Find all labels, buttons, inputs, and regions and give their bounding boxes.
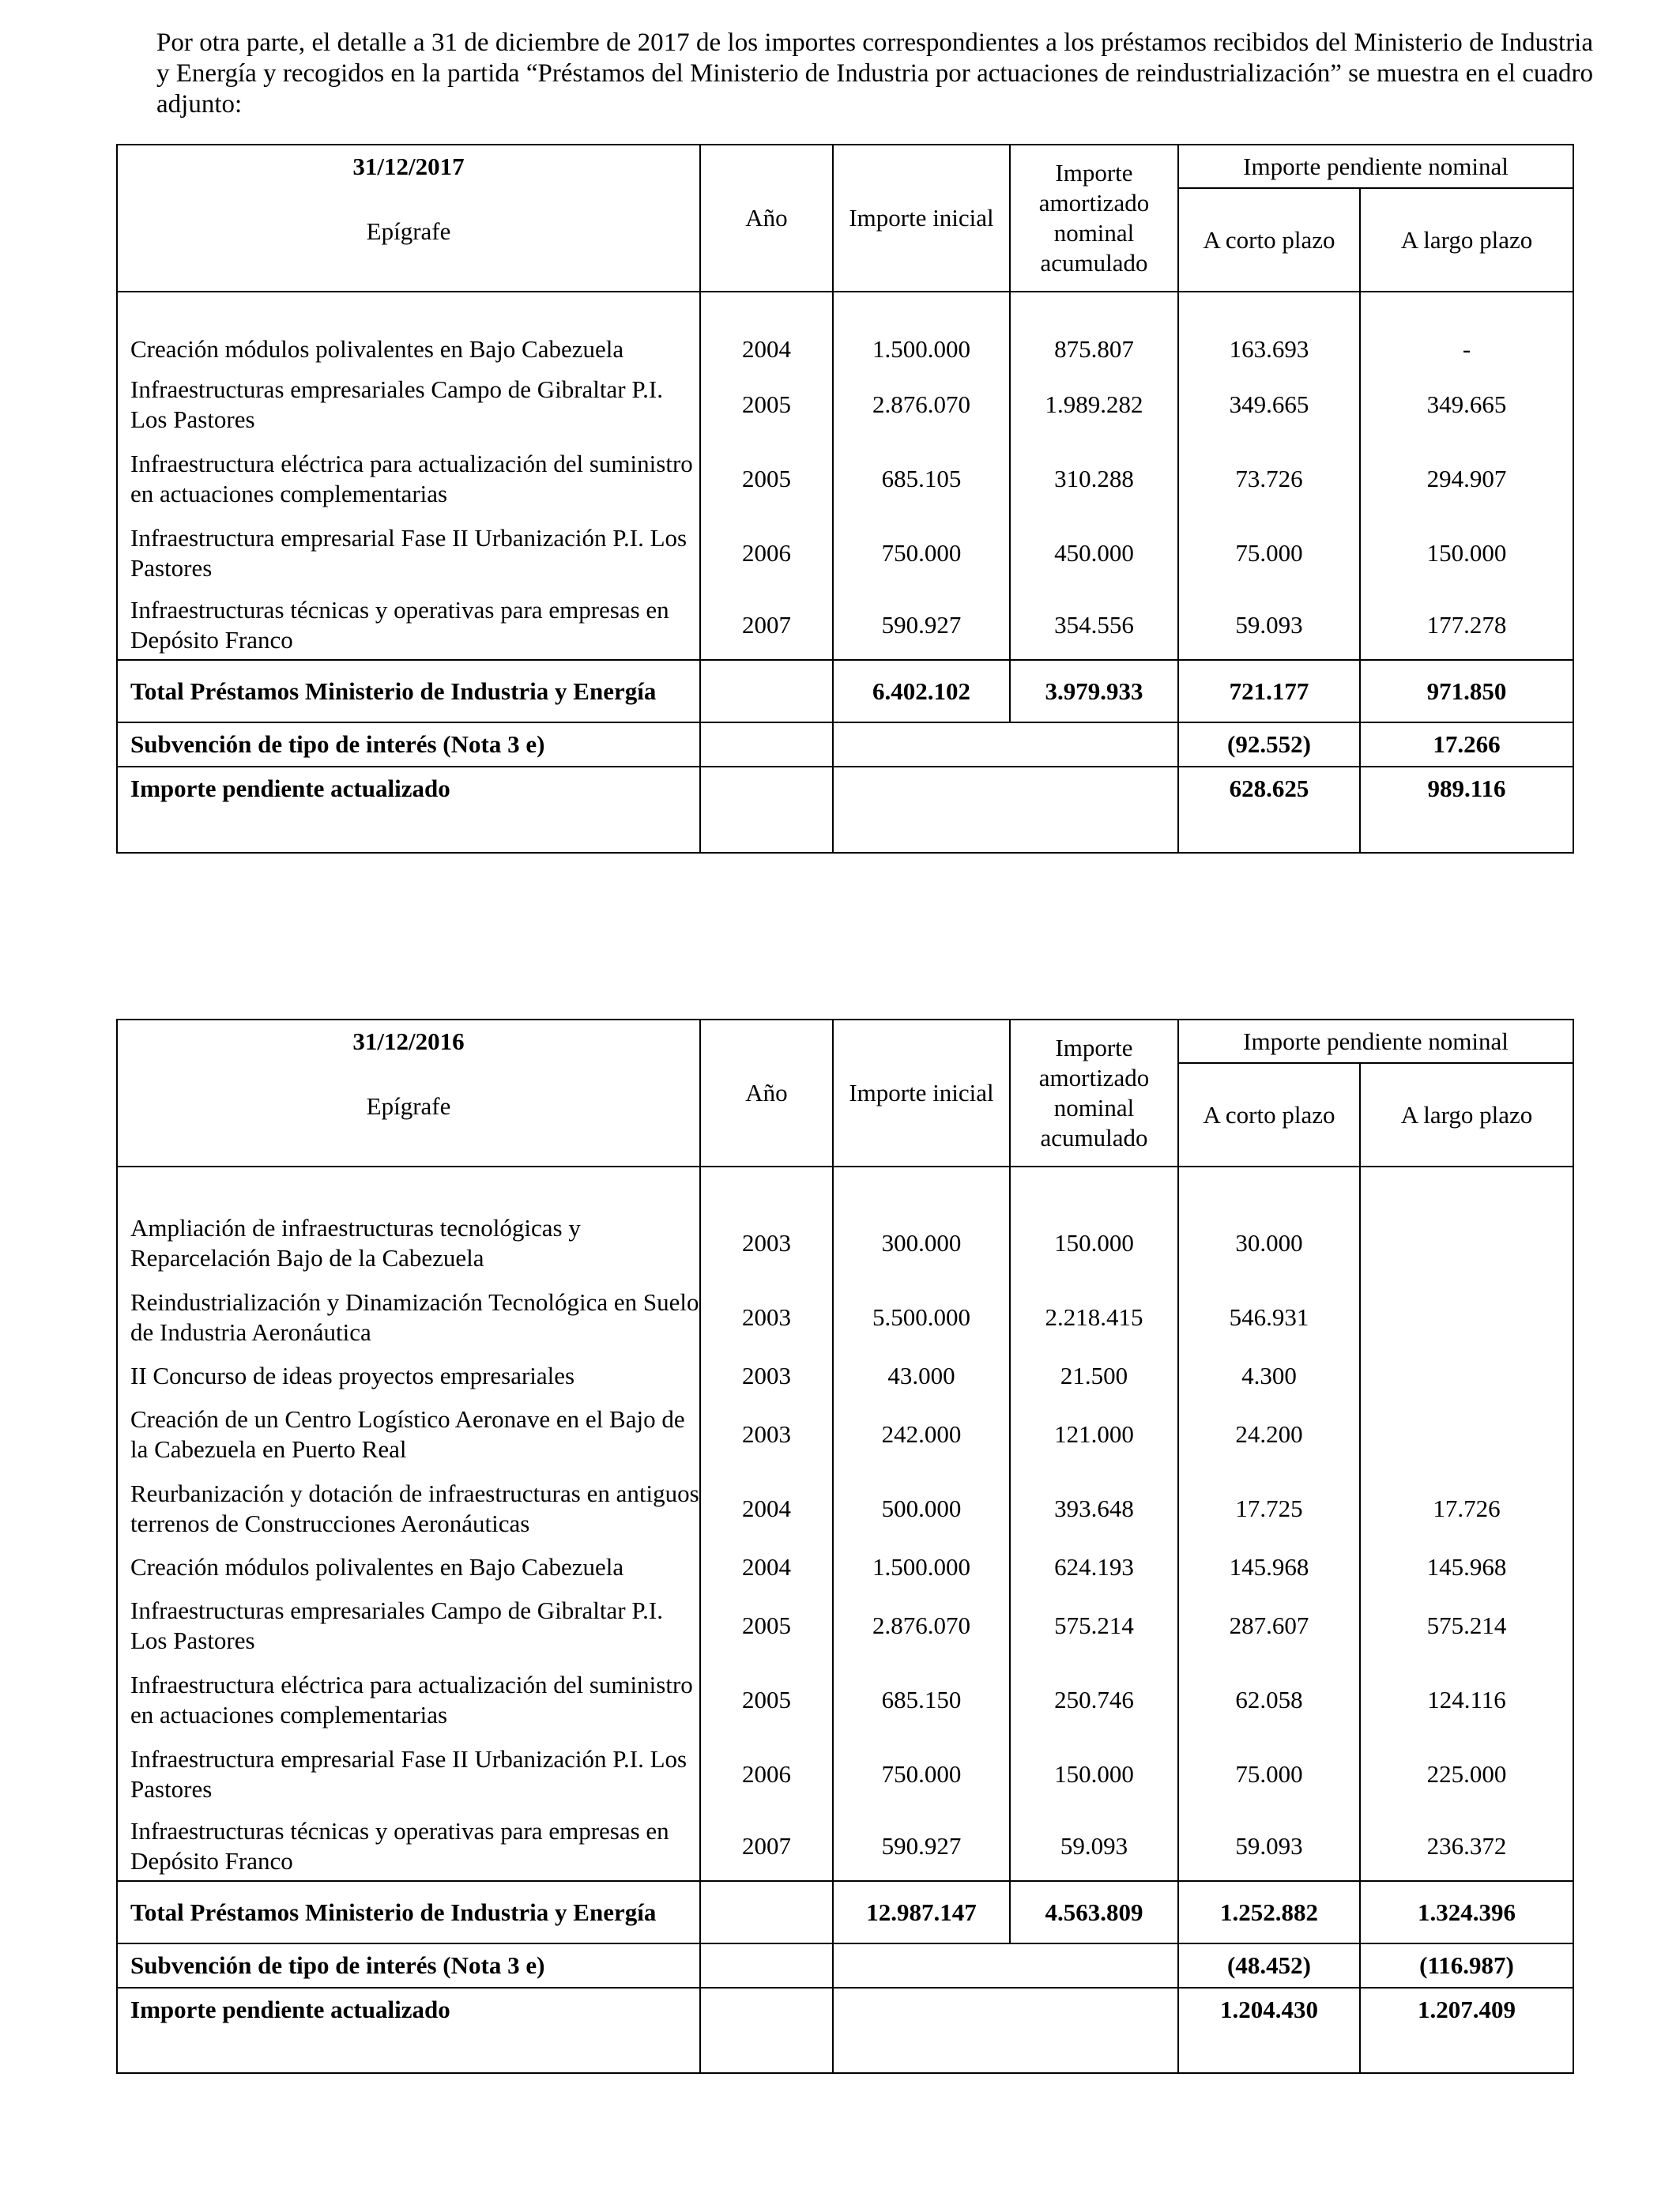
row-anio: 2005 — [700, 1663, 833, 1737]
row-inicial: 590.927 — [833, 1811, 1010, 1881]
row-anio: 2004 — [700, 331, 833, 368]
table-row — [117, 442, 1573, 516]
row-largo — [1360, 1206, 1573, 1280]
total-corto: 1.252.882 — [1178, 1881, 1360, 1943]
row-epigrafe: Infraestructuras técnicas y operativas para empresas en Depósito Franco — [117, 1811, 700, 1881]
row-epigrafe: Creación de un Centro Logístico Aeronave en el Bajo de la Cabezuela en Puerto Real — [117, 1397, 700, 1472]
row-largo: 575.214 — [1360, 1589, 1573, 1663]
row-epigrafe: Infraestructuras empresariales Campo de Gibraltar P.I. Los Pastores — [117, 1589, 700, 1663]
total-amortizado: 4.563.809 — [1010, 1881, 1178, 1943]
loans-table-2016 — [116, 1019, 1574, 2074]
row-inicial: 300.000 — [833, 1206, 1010, 1280]
row-amortizado: 59.093 — [1010, 1811, 1178, 1881]
total-largo: 971.850 — [1360, 660, 1573, 722]
row-epigrafe: II Concurso de ideas proyectos empresariales — [117, 1355, 700, 1397]
row-corto: 17.725 — [1178, 1472, 1360, 1546]
row-amortizado: 121.000 — [1010, 1397, 1178, 1472]
header-corto-plazo: A corto plazo — [1178, 188, 1360, 292]
row-inicial: 750.000 — [833, 1737, 1010, 1811]
total-amortizado: 3.979.933 — [1010, 660, 1178, 722]
row-anio: 2005 — [700, 368, 833, 442]
row-largo: 349.665 — [1360, 368, 1573, 442]
row-corto: 4.300 — [1178, 1355, 1360, 1397]
row-anio: 2004 — [700, 1472, 833, 1546]
row-corto: 163.693 — [1178, 331, 1360, 368]
subvencion-label: Subvención de tipo de interés (Nota 3 e) — [117, 722, 700, 767]
row-largo: 236.372 — [1360, 1811, 1573, 1881]
header-importe-inicial: Importe inicial — [833, 1020, 1010, 1167]
row-amortizado: 150.000 — [1010, 1206, 1178, 1280]
row-epigrafe: Creación módulos polivalentes en Bajo Cabezuela — [117, 1546, 700, 1589]
subvencion-largo: 17.266 — [1360, 722, 1573, 767]
row-corto: 75.000 — [1178, 1737, 1360, 1811]
row-epigrafe: Infraestructuras empresariales Campo de Gibraltar P.I. Los Pastores — [117, 368, 700, 442]
total-largo: 1.324.396 — [1360, 1881, 1573, 1943]
actualizado-largo: 1.207.409 — [1360, 1988, 1573, 2073]
row-inicial: 685.105 — [833, 442, 1010, 516]
row-anio: 2006 — [700, 516, 833, 590]
subvencion-corto: (92.552) — [1178, 722, 1360, 767]
row-amortizado: 875.807 — [1010, 331, 1178, 368]
row-largo: 225.000 — [1360, 1737, 1573, 1811]
table-row — [117, 1737, 1573, 1811]
subvencion-corto: (48.452) — [1178, 1943, 1360, 1988]
row-amortizado: 2.218.415 — [1010, 1280, 1178, 1355]
row-epigrafe: Infraestructura eléctrica para actualización del suministro en actuaciones complementarias — [117, 1663, 700, 1737]
row-corto: 59.093 — [1178, 590, 1360, 660]
row-corto: 73.726 — [1178, 442, 1360, 516]
table-row — [117, 1546, 1573, 1589]
header-largo-plazo: A largo plazo — [1360, 188, 1573, 292]
subvencion-largo: (116.987) — [1360, 1943, 1573, 1988]
total-label: Total Préstamos Ministerio de Industria y Energía — [117, 660, 700, 722]
header-pendiente-nominal: Importe pendiente nominal — [1178, 145, 1573, 188]
row-anio: 2005 — [700, 442, 833, 516]
actualizado-corto: 628.625 — [1178, 767, 1360, 853]
row-largo: 294.907 — [1360, 442, 1573, 516]
table-row — [117, 1355, 1573, 1397]
row-largo — [1360, 1280, 1573, 1355]
row-anio: 2007 — [700, 590, 833, 660]
total-inicial: 6.402.102 — [833, 660, 1010, 722]
row-inicial: 750.000 — [833, 516, 1010, 590]
subvencion-label: Subvención de tipo de interés (Nota 3 e) — [117, 1943, 700, 1988]
row-epigrafe: Infraestructura empresarial Fase II Urbanización P.I. Los Pastores — [117, 516, 700, 590]
actualizado-largo: 989.116 — [1360, 767, 1573, 853]
table-row — [117, 1472, 1573, 1546]
row-anio: 2003 — [700, 1280, 833, 1355]
row-amortizado: 250.746 — [1010, 1663, 1178, 1737]
row-corto: 59.093 — [1178, 1811, 1360, 1881]
table-row — [117, 1589, 1573, 1663]
row-epigrafe: Infraestructuras técnicas y operativas para empresas en Depósito Franco — [117, 590, 700, 660]
row-epigrafe: Reurbanización y dotación de infraestructuras en antiguos terrenos de Construcciones Aeronáuticas — [117, 1472, 700, 1546]
row-inicial: 242.000 — [833, 1397, 1010, 1472]
row-anio: 2004 — [700, 1546, 833, 1589]
row-largo: 145.968 — [1360, 1546, 1573, 1589]
row-amortizado: 150.000 — [1010, 1737, 1178, 1811]
table-date: 31/12/2016 — [352, 1027, 465, 1055]
table-row — [117, 590, 1573, 660]
header-importe-amortizado: Importe amortizado nominal acumulado — [1010, 145, 1178, 292]
row-inicial: 1.500.000 — [833, 1546, 1010, 1589]
actualizado-corto: 1.204.430 — [1178, 1988, 1360, 2073]
header-anio: Año — [700, 1020, 833, 1167]
header-pendiente-nominal: Importe pendiente nominal — [1178, 1020, 1573, 1063]
table-row — [117, 1280, 1573, 1355]
row-corto: 287.607 — [1178, 1589, 1360, 1663]
row-largo: 17.726 — [1360, 1472, 1573, 1546]
table-date: 31/12/2017 — [352, 153, 465, 180]
table-row — [117, 331, 1573, 368]
table-row — [117, 1663, 1573, 1737]
row-anio: 2005 — [700, 1589, 833, 1663]
row-corto: 546.931 — [1178, 1280, 1360, 1355]
row-epigrafe: Infraestructura empresarial Fase II Urbanización P.I. Los Pastores — [117, 1737, 700, 1811]
row-largo — [1360, 1397, 1573, 1472]
row-largo: - — [1360, 331, 1573, 368]
actualizado-label: Importe pendiente actualizado — [117, 1988, 700, 2073]
row-corto: 30.000 — [1178, 1206, 1360, 1280]
row-amortizado: 310.288 — [1010, 442, 1178, 516]
header-largo-plazo: A largo plazo — [1360, 1063, 1573, 1167]
row-corto: 145.968 — [1178, 1546, 1360, 1589]
row-amortizado: 393.648 — [1010, 1472, 1178, 1546]
row-largo — [1360, 1355, 1573, 1397]
row-inicial: 1.500.000 — [833, 331, 1010, 368]
row-amortizado: 450.000 — [1010, 516, 1178, 590]
row-inicial: 43.000 — [833, 1355, 1010, 1397]
table-row — [117, 368, 1573, 442]
header-epigrafe-cell — [117, 1020, 700, 1167]
table-row — [117, 1206, 1573, 1280]
header-epigrafe: Epígrafe — [366, 1092, 451, 1120]
total-label: Total Préstamos Ministerio de Industria y Energía — [117, 1881, 700, 1943]
table-row — [117, 1811, 1573, 1881]
row-amortizado: 624.193 — [1010, 1546, 1178, 1589]
row-inicial: 685.150 — [833, 1663, 1010, 1737]
row-inicial: 5.500.000 — [833, 1280, 1010, 1355]
row-anio: 2003 — [700, 1397, 833, 1472]
subvencion-row — [117, 1943, 1573, 1988]
header-anio: Año — [700, 145, 833, 292]
header-epigrafe: Epígrafe — [366, 217, 451, 245]
header-epigrafe-cell — [117, 145, 700, 292]
intro-paragraph: Por otra parte, el detalle a 31 de diciembre de 2017 de los importes correspondientes a los préstamos recibidos del Ministerio de Industria y Energía y recogidos en la partida “Préstamos del Ministerio de Industria por actuaciones de reindustrialización” se muestra en el cuadro adjunto: — [156, 28, 1593, 119]
row-amortizado: 21.500 — [1010, 1355, 1178, 1397]
row-epigrafe: Reindustrialización y Dinamización Tecnológica en Suelo de Industria Aeronáutica — [117, 1280, 700, 1355]
row-corto: 75.000 — [1178, 516, 1360, 590]
row-inicial: 500.000 — [833, 1472, 1010, 1546]
row-amortizado: 575.214 — [1010, 1589, 1178, 1663]
row-anio: 2003 — [700, 1206, 833, 1280]
row-epigrafe: Ampliación de infraestructuras tecnológicas y Reparcelación Bajo de la Cabezuela — [117, 1206, 700, 1280]
row-amortizado: 354.556 — [1010, 590, 1178, 660]
total-inicial: 12.987.147 — [833, 1881, 1010, 1943]
row-corto: 349.665 — [1178, 368, 1360, 442]
subvencion-row — [117, 722, 1573, 767]
header-importe-inicial: Importe inicial — [833, 145, 1010, 292]
total-corto: 721.177 — [1178, 660, 1360, 722]
row-inicial: 590.927 — [833, 590, 1010, 660]
row-largo: 124.116 — [1360, 1663, 1573, 1737]
row-epigrafe: Creación módulos polivalentes en Bajo Cabezuela — [117, 331, 700, 368]
total-row — [117, 660, 1573, 722]
row-anio: 2006 — [700, 1737, 833, 1811]
row-largo: 177.278 — [1360, 590, 1573, 660]
row-anio: 2007 — [700, 1811, 833, 1881]
row-inicial: 2.876.070 — [833, 368, 1010, 442]
row-corto: 62.058 — [1178, 1663, 1360, 1737]
header-corto-plazo: A corto plazo — [1178, 1063, 1360, 1167]
total-row — [117, 1881, 1573, 1943]
row-amortizado: 1.989.282 — [1010, 368, 1178, 442]
row-inicial: 2.876.070 — [833, 1589, 1010, 1663]
loans-table-2017 — [116, 144, 1574, 854]
header-importe-amortizado: Importe amortizado nominal acumulado — [1010, 1020, 1178, 1167]
row-largo: 150.000 — [1360, 516, 1573, 590]
row-corto: 24.200 — [1178, 1397, 1360, 1472]
actualizado-label: Importe pendiente actualizado — [117, 767, 700, 853]
row-anio: 2003 — [700, 1355, 833, 1397]
table-row — [117, 516, 1573, 590]
actualizado-row — [117, 767, 1573, 853]
row-epigrafe: Infraestructura eléctrica para actualización del suministro en actuaciones complementarias — [117, 442, 700, 516]
actualizado-row — [117, 1988, 1573, 2073]
table-row — [117, 1397, 1573, 1472]
